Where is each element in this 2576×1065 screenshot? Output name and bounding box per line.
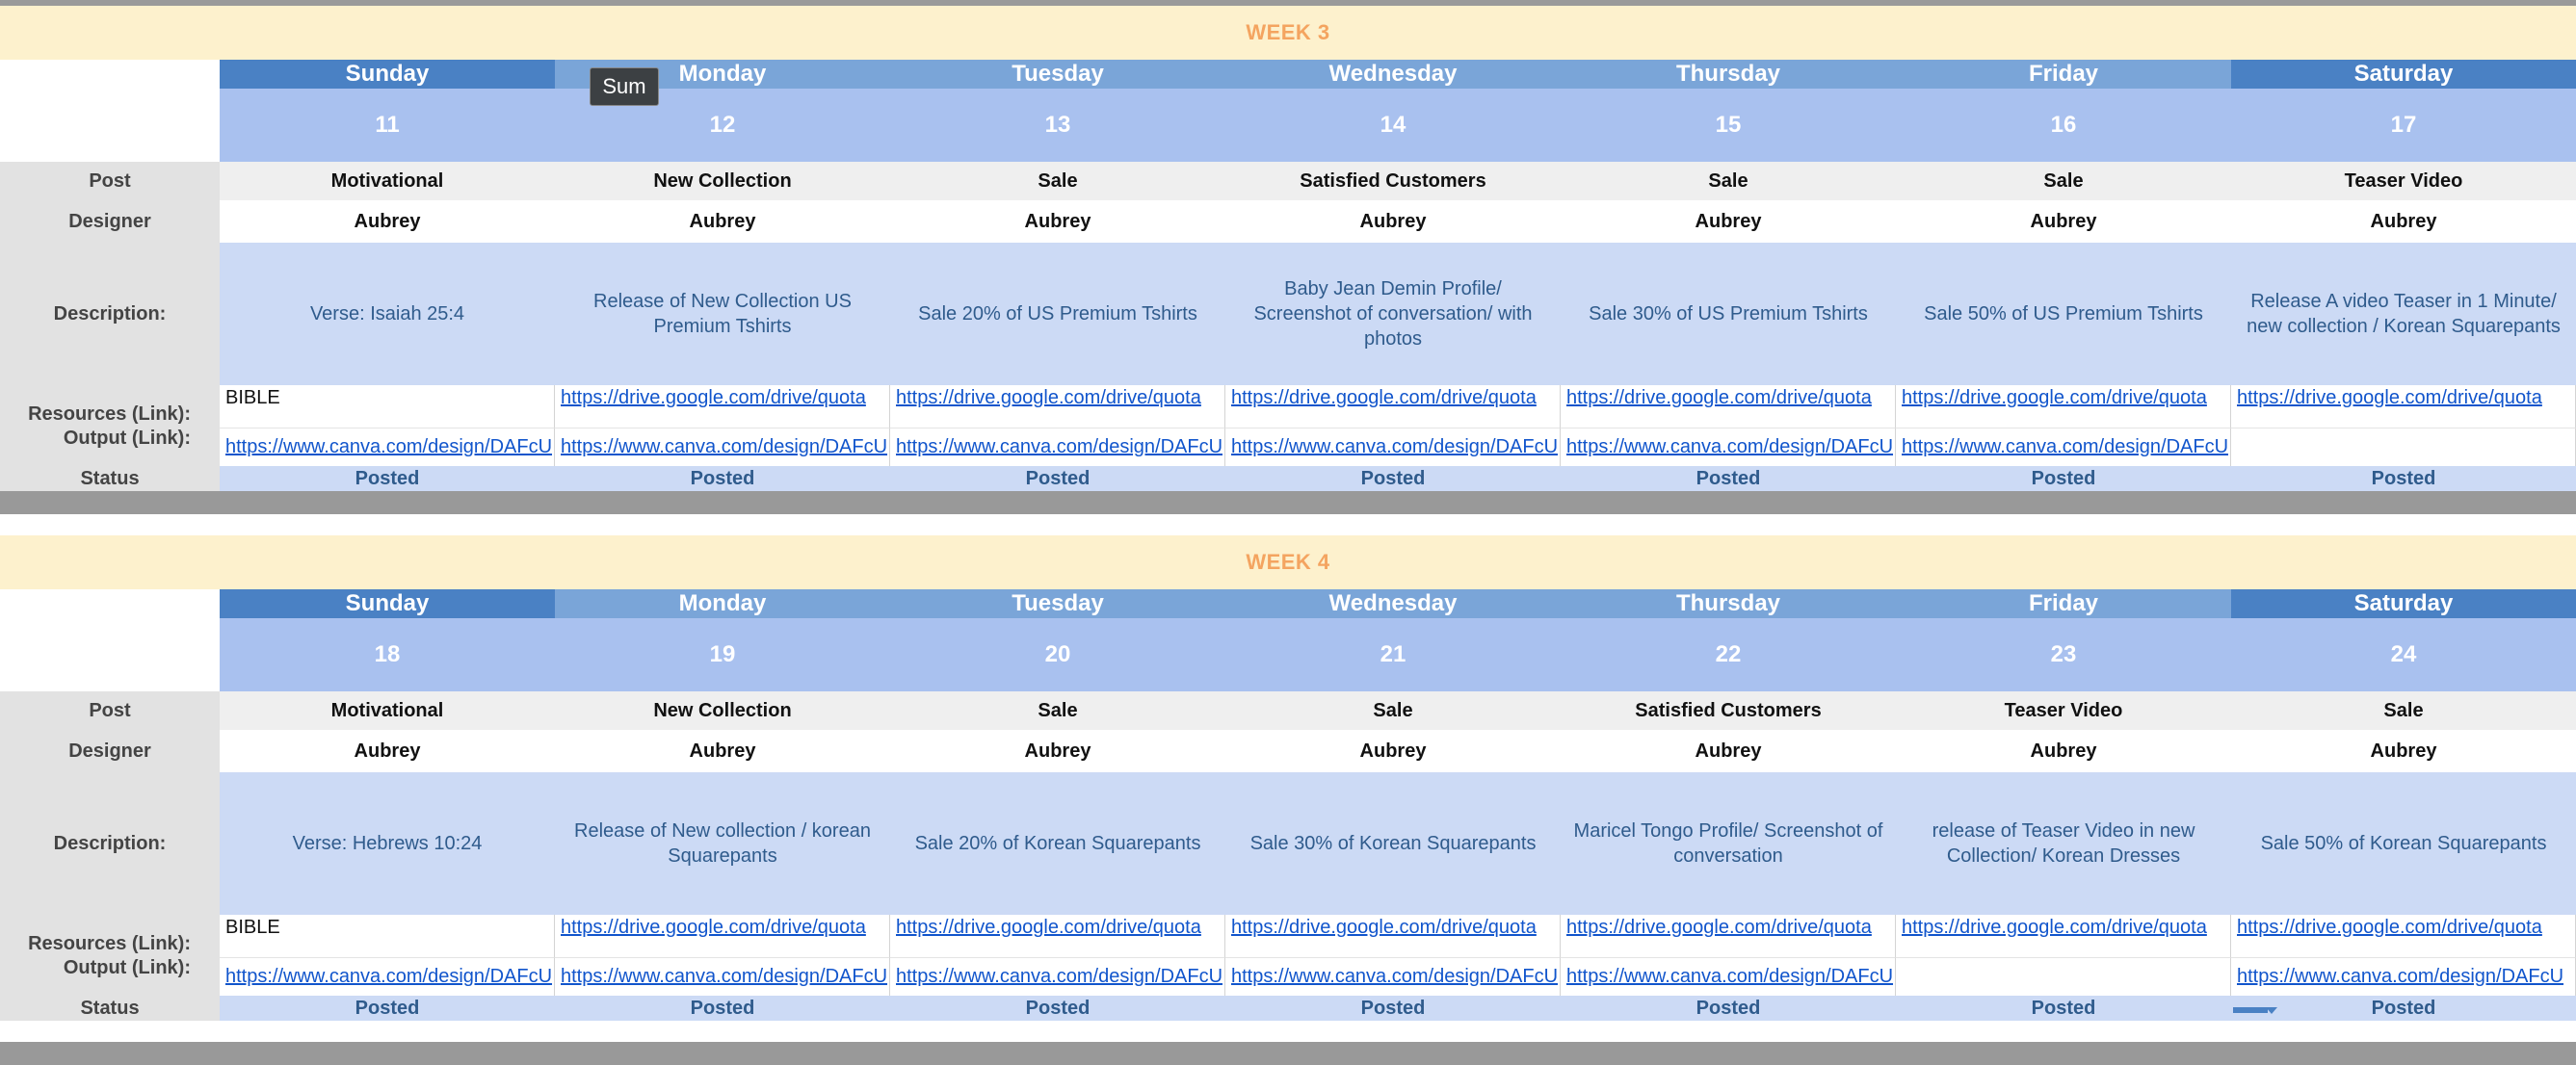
status-cell[interactable]: Posted xyxy=(555,466,890,491)
description-cell[interactable]: Sale 20% of US Premium Tshirts xyxy=(890,243,1225,385)
description-cell[interactable]: Verse: Hebrews 10:24 xyxy=(220,772,555,915)
day-number: 14 xyxy=(1225,89,1561,162)
resource-link[interactable]: https://drive.google.com/drive/quota xyxy=(1561,915,1896,957)
designer-cell[interactable]: Aubrey xyxy=(2231,200,2576,243)
description-cell[interactable]: Baby Jean Demin Profile/ Screenshot of conversation/ with photos xyxy=(1225,243,1561,385)
output-link[interactable]: https://www.canva.com/design/DAFcU xyxy=(2231,957,2576,996)
designer-cell[interactable]: Aubrey xyxy=(1561,730,1896,772)
output-link[interactable] xyxy=(2231,428,2576,466)
output-link[interactable]: https://www.canva.com/design/DAFcU xyxy=(1561,428,1896,466)
output-link[interactable]: https://www.canva.com/design/DAFcU xyxy=(1225,957,1561,996)
resource-link[interactable]: https://drive.google.com/drive/quota xyxy=(1561,385,1896,428)
designer-cell[interactable]: Aubrey xyxy=(1896,730,2231,772)
resource-link[interactable]: https://drive.google.com/drive/quota xyxy=(2231,915,2576,957)
output-link[interactable]: https://www.canva.com/design/DAFcU xyxy=(1896,428,2231,466)
row-label-designer: Designer xyxy=(0,200,220,243)
row-label-status: Status xyxy=(0,996,220,1021)
week-section xyxy=(0,6,2576,491)
status-cell[interactable]: Posted xyxy=(2231,996,2576,1021)
row-label-post: Post xyxy=(0,691,220,730)
week-section xyxy=(0,535,2576,1021)
day-number: 11 xyxy=(220,89,555,162)
post-cell[interactable]: Teaser Video xyxy=(1896,691,2231,730)
status-cell[interactable]: Posted xyxy=(1896,466,2231,491)
week-title: WEEK 3 xyxy=(0,6,2576,60)
day-name-header: Wednesday xyxy=(1225,60,1561,89)
resource-text-cell[interactable]: BIBLE xyxy=(220,385,555,428)
week-title: WEEK 4 xyxy=(0,535,2576,589)
output-link[interactable]: https://www.canva.com/design/DAFcU xyxy=(890,957,1225,996)
post-cell[interactable]: Sale xyxy=(1561,162,1896,200)
description-cell[interactable]: Maricel Tongo Profile/ Screenshot of conversation xyxy=(1561,772,1896,915)
day-name-header: Thursday xyxy=(1561,589,1896,618)
post-cell[interactable]: Sale xyxy=(890,691,1225,730)
resource-link[interactable]: https://drive.google.com/drive/quota xyxy=(1896,385,2231,428)
designer-cell[interactable]: Aubrey xyxy=(220,200,555,243)
designer-cell[interactable]: Aubrey xyxy=(555,730,890,772)
output-link[interactable]: https://www.canva.com/design/DAFcU xyxy=(555,957,890,996)
row-label-description: Description: xyxy=(0,772,220,915)
designer-cell[interactable]: Aubrey xyxy=(2231,730,2576,772)
day-number: 21 xyxy=(1225,618,1561,691)
designer-cell[interactable]: Aubrey xyxy=(890,730,1225,772)
day-number: 16 xyxy=(1896,89,2231,162)
designer-cell[interactable]: Aubrey xyxy=(890,200,1225,243)
post-cell[interactable]: Sale xyxy=(890,162,1225,200)
day-name-header: Friday xyxy=(1896,589,2231,618)
post-cell[interactable]: Sale xyxy=(1225,691,1561,730)
description-cell[interactable]: Release of New collection / korean Squarepants xyxy=(555,772,890,915)
status-cell[interactable]: Posted xyxy=(1225,996,1561,1021)
designer-cell[interactable]: Aubrey xyxy=(220,730,555,772)
day-name-header: Monday xyxy=(555,589,890,618)
status-cell[interactable]: Posted xyxy=(890,466,1225,491)
day-number: 23 xyxy=(1896,618,2231,691)
day-name-header: Tuesday xyxy=(890,60,1225,89)
post-cell[interactable]: New Collection xyxy=(555,691,890,730)
status-cell[interactable]: Posted xyxy=(1225,466,1561,491)
day-name-header: Monday xyxy=(555,60,890,89)
day-number: 22 xyxy=(1561,618,1896,691)
section-divider xyxy=(0,1042,2576,1065)
row-label-description: Description: xyxy=(0,243,220,385)
day-number: 20 xyxy=(890,618,1225,691)
description-cell[interactable]: Sale 50% of Korean Squarepants xyxy=(2231,772,2576,915)
resource-link[interactable]: https://drive.google.com/drive/quota xyxy=(555,385,890,428)
post-cell[interactable]: New Collection xyxy=(555,162,890,200)
output-link[interactable]: https://www.canva.com/design/DAFcU xyxy=(555,428,890,466)
day-name-header: Tuesday xyxy=(890,589,1225,618)
output-link[interactable]: https://www.canva.com/design/DAFcU xyxy=(1561,957,1896,996)
status-cell[interactable]: Posted xyxy=(1561,996,1896,1021)
day-name-header: Sunday xyxy=(220,589,555,618)
status-cell[interactable]: Posted xyxy=(555,996,890,1021)
output-link[interactable]: https://www.canva.com/design/DAFcU xyxy=(220,957,555,996)
section-divider xyxy=(0,491,2576,514)
day-number: 13 xyxy=(890,89,1225,162)
resource-link[interactable]: https://drive.google.com/drive/quota xyxy=(890,385,1225,428)
row-label-status: Status xyxy=(0,466,220,491)
output-link[interactable]: https://www.canva.com/design/DAFcU xyxy=(1225,428,1561,466)
resource-link[interactable]: https://drive.google.com/drive/quota xyxy=(555,915,890,957)
resource-link[interactable]: https://drive.google.com/drive/quota xyxy=(1225,385,1561,428)
designer-cell[interactable]: Aubrey xyxy=(1225,730,1561,772)
output-link[interactable]: https://www.canva.com/design/DAFcU xyxy=(890,428,1225,466)
designer-cell[interactable]: Aubrey xyxy=(555,200,890,243)
description-cell[interactable]: Release A video Teaser in 1 Minute/ new collection / Korean Squarepants xyxy=(2231,243,2576,385)
day-name-header: Friday xyxy=(1896,60,2231,89)
post-cell[interactable]: Teaser Video xyxy=(2231,162,2576,200)
day-number: 15 xyxy=(1561,89,1896,162)
day-number: 19 xyxy=(555,618,890,691)
row-label-resources: Resources (Link): xyxy=(0,915,220,957)
description-cell[interactable]: Release of New Collection US Premium Tshirts xyxy=(555,243,890,385)
row-label-output: Output (Link): xyxy=(0,957,220,996)
description-cell[interactable]: Sale 30% of US Premium Tshirts xyxy=(1561,243,1896,385)
resource-text-cell[interactable]: BIBLE xyxy=(220,915,555,957)
day-name-header: Sunday xyxy=(220,60,555,89)
day-name-header: Wednesday xyxy=(1225,589,1561,618)
designer-cell[interactable]: Aubrey xyxy=(1225,200,1561,243)
description-cell[interactable]: Sale 50% of US Premium Tshirts xyxy=(1896,243,2231,385)
description-cell[interactable]: release of Teaser Video in new Collection/ Korean Dresses xyxy=(1896,772,2231,915)
label-blank xyxy=(0,60,220,162)
designer-cell[interactable]: Aubrey xyxy=(1896,200,2231,243)
row-label-designer: Designer xyxy=(0,730,220,772)
status-cell[interactable]: Posted xyxy=(890,996,1225,1021)
post-cell[interactable]: Motivational xyxy=(220,691,555,730)
status-cell[interactable]: Posted xyxy=(1561,466,1896,491)
status-cell[interactable]: Posted xyxy=(2231,466,2576,491)
description-cell[interactable]: Sale 30% of Korean Squarepants xyxy=(1225,772,1561,915)
designer-cell[interactable]: Aubrey xyxy=(1561,200,1896,243)
day-number: 12 xyxy=(555,89,890,162)
day-number: 24 xyxy=(2231,618,2576,691)
resource-link[interactable]: https://drive.google.com/drive/quota xyxy=(2231,385,2576,428)
post-cell[interactable]: Sale xyxy=(2231,691,2576,730)
resource-link[interactable]: https://drive.google.com/drive/quota xyxy=(1896,915,2231,957)
post-cell[interactable]: Motivational xyxy=(220,162,555,200)
day-name-header: Saturday xyxy=(2231,589,2576,618)
sum-tooltip: Sum xyxy=(590,67,659,106)
output-link[interactable]: https://www.canva.com/design/DAFcU xyxy=(220,428,555,466)
day-name-header: Saturday xyxy=(2231,60,2576,89)
row-label-output: Output (Link): xyxy=(0,428,220,466)
day-number: 17 xyxy=(2231,89,2576,162)
post-cell[interactable]: Satisfied Customers xyxy=(1225,162,1561,200)
status-cell[interactable]: Posted xyxy=(1896,996,2231,1021)
day-number: 18 xyxy=(220,618,555,691)
day-name-header: Thursday xyxy=(1561,60,1896,89)
row-label-resources: Resources (Link): xyxy=(0,385,220,428)
status-cell[interactable]: Posted xyxy=(220,466,555,491)
resource-link[interactable]: https://drive.google.com/drive/quota xyxy=(1225,915,1561,957)
output-link[interactable] xyxy=(1896,957,2231,996)
status-cell[interactable]: Posted xyxy=(220,996,555,1021)
post-cell[interactable]: Satisfied Customers xyxy=(1561,691,1896,730)
row-label-post: Post xyxy=(0,162,220,200)
fill-handle-dropdown-icon[interactable] xyxy=(2266,1007,2277,1014)
label-blank xyxy=(0,589,220,691)
description-cell[interactable]: Sale 20% of Korean Squarepants xyxy=(890,772,1225,915)
fill-handle[interactable] xyxy=(2233,1007,2268,1013)
description-cell[interactable]: Verse: Isaiah 25:4 xyxy=(220,243,555,385)
resource-link[interactable]: https://drive.google.com/drive/quota xyxy=(890,915,1225,957)
post-cell[interactable]: Sale xyxy=(1896,162,2231,200)
